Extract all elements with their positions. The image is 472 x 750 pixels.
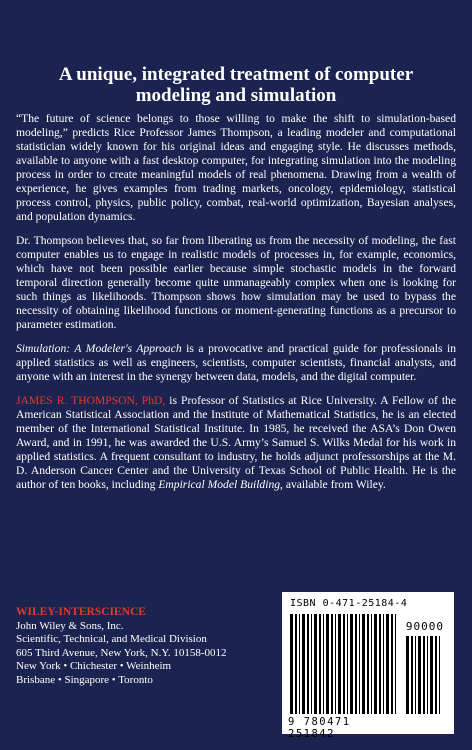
isbn-label: ISBN 0-471-25184-4 <box>290 598 408 609</box>
headline-line-2: modeling and simulation <box>135 85 337 106</box>
description-paragraph-3 <box>16 342 456 384</box>
publisher-line: Scientific, Technical, and Medical Division <box>16 633 207 645</box>
author-book-title: Empirical Model Building <box>158 478 281 491</box>
headline <box>20 64 452 106</box>
author-bio <box>16 394 456 492</box>
addon-barcode-icon <box>406 636 446 716</box>
publisher-block <box>16 606 256 687</box>
publisher-line: John Wiley & Sons, Inc. <box>16 619 124 632</box>
paragraph-3-text: is a provocative and practical guide for professionals in applied statistics as well as engineers, scientists, computer scientists, financial analysts, and anyone with an interest in the synergy between data, models, and the digital computer. <box>16 342 456 383</box>
author-bio-text-2: , available from Wiley. <box>280 478 386 491</box>
book-title-italic: Simulation: A Modeler's Approach <box>16 342 182 355</box>
publisher-imprint: WILEY-INTERSCIENCE <box>16 606 146 618</box>
ean-barcode-icon <box>290 614 402 716</box>
publisher-line: Brisbane • Singapore • Toronto <box>16 673 153 686</box>
author-bio-text-1: is Professor of Statistics at Rice University. A Fellow of the American Statistical Association and the Institute of Mathematical Statistics, he is an elected member of the International Statistical Institute. In 1985, he received the ASA’s Don Owen Award, and in 1991, he was awarded the U.S. Army’s Samuel S. Wilks Medal for his work in applied statistics. A frequent consultant to industry, he holds adjunct professorships at the M. D. Anderson Cancer Center and the University of Texas School of Public Health. He is the author of ten books, including <box>16 394 456 491</box>
description-body <box>16 112 456 502</box>
description-paragraph-2: Dr. Thompson believes that, so far from liberating us from the necessity of modeling, the fast computer enables us to engage in realistic models of processes in, for example, economics, which have not been possible earlier because simple stochastic models in the forward temporal direction generally become quite unmanageably complex when one is looking for such things as likelihoods. Thompson shows how simulation may be used to bypass the necessity of obtaining likelihood functions or moment-generating functions as a precursor to parameter estimation. <box>16 234 456 331</box>
publisher-line: New York • Chichester • Weinheim <box>16 660 172 672</box>
price-code: 90000 <box>405 620 444 633</box>
publisher-line: 605 Third Avenue, New York, N.Y. 10158-0012 <box>16 646 227 659</box>
ean-digits: 9 780471 251842 <box>288 716 351 740</box>
barcode-panel <box>282 592 454 740</box>
headline-line-1: A unique, integrated treatment of computer <box>58 64 414 85</box>
description-paragraph-1: “The future of science belongs to those willing to make the shift to simulation-based modeling,” predicts Rice Professor James Thompson, a leading modeler and computational statistician widely known for his original ideas and engaging style. He discusses methods, available to anyone with a fast desktop computer, for integrating simulation into the modeling process in order to create meaningful models of real phenomena. Drawing from a wealth of experience, he gives examples from trading markets, oncology, epidemiology, statistical process control, physics, public policy, combat, real-world optimization, Bayesian analyses, and population dynamics. <box>16 112 456 223</box>
author-name: JAMES R. THOMPSON, PhD, <box>16 394 166 407</box>
